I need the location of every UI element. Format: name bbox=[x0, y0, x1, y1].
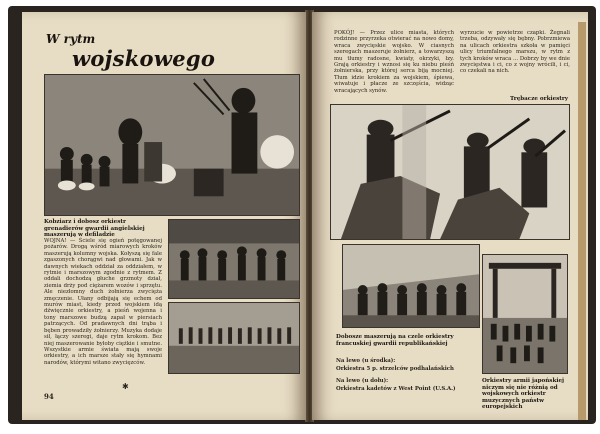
caption-main: Kobziarz i dobosz orkiestr grenadierów gwardii angielskiej maszerują w defiladzie bbox=[44, 219, 145, 239]
right-article-top: POKÓJ! — Przez ulice miasta, których rodzinne przyrzeka otwierać na nowo domy, wraca zwycięskie wojsko. W ciasnych szeregach maszeruje żołnierz, a towarzyszą mu tłumy radosne, kwiaty, okrzyki, łzy. Grają orkiestry i wznosi się ku niebu pieśń żołnierska, przy której serca biją mocniej. Tłum idzie krokiem za wojskiem, śpiewa, wiwatuje i płacze ze szczęścia, widząc wracających synów. bbox=[334, 30, 454, 94]
ref-line-3: Na lewo (u dołu): bbox=[336, 378, 389, 384]
photo-trumpeters-horseback bbox=[330, 104, 570, 240]
torn-edge bbox=[578, 22, 586, 420]
left-article: WOJNA! — Ściele się ogień potęgowanej pożarów. Drogą wśród miarowych kroków maszerują kolumny wojska. Kołyszą się fale zgaszonych chorągwi nad głowami. Jak w dawnych wiekach oddział za oddziałem, w rytmie i marszowym zgodnie z rytmem. Z oddali dochodzą głuche grzmoty dział, ziemia drży pod ciężarem wozów i sprzętu. Ale niezłomny duch żołnierza zwycięża zmęczenie. Ułany odbijają się echem od murów miast, kiedy przed wojskiem idą dźwięcznie orkiestry, a pieśń wojenna i tony marszowe budzą zapał w piersiach patrzących. Od pradawnych dni trąba i bęben prowadziły żołnierzy. Muzyka dodaje sił, łączy szeregi, daje rytm krokom. Bez niej maszerowanie byłoby ciężkie i smutne. Wszystkie armie świata mają swoje orkiestry, a ich marsze stały się hymnami narodów, którymi witano zwycięzców. bbox=[44, 238, 162, 366]
photo-japanese-band bbox=[482, 254, 568, 374]
photo-band-street bbox=[168, 219, 300, 299]
photo-cadets-parade bbox=[168, 302, 300, 374]
ref-line-2: Orkiestra 5 p. strzelców podhalańskich bbox=[336, 366, 454, 372]
right-page bbox=[312, 12, 588, 420]
open-book bbox=[8, 6, 596, 424]
heading-small: W rytm bbox=[46, 32, 96, 46]
photo-bagpiper-drummers bbox=[44, 74, 300, 216]
asterisk-ornament: ✱ bbox=[122, 382, 129, 391]
right-article-top-right: wyrzucie w powietrze czapki. Żegnali trzeba, odzywały się bębny. Pobrzmiewa na ulicach orkiestra szkoła w pamięci ulicy triumfalnego marszu, w rytm z tych kroków wraca ... Dobrzy by we dnie zwycięstwa i ci, co z wojny wrócili, i ci, co czekali na nich. bbox=[460, 30, 570, 75]
ref-line-1: Na lewo (u środka): bbox=[336, 358, 396, 364]
trumpeters-label: Trębacze orkiestry bbox=[510, 96, 569, 102]
photo-republican-guard bbox=[342, 244, 480, 328]
ref-line-4: Orkiestra kadetów z West Point (U.S.A.) bbox=[336, 386, 456, 392]
page-number-left: 94 bbox=[44, 392, 54, 401]
left-page bbox=[22, 12, 306, 420]
caption-japanese: Orkiestry armii japońskiej niczym się nie różnią od wojskowych orkiestr muzycznych państw europejskich bbox=[482, 378, 565, 411]
caption-guard: Dobosze maszerują na czele orkiestry francuskiej gwardii republikańskiej bbox=[336, 334, 454, 347]
heading-large: wojskowego bbox=[72, 46, 216, 71]
